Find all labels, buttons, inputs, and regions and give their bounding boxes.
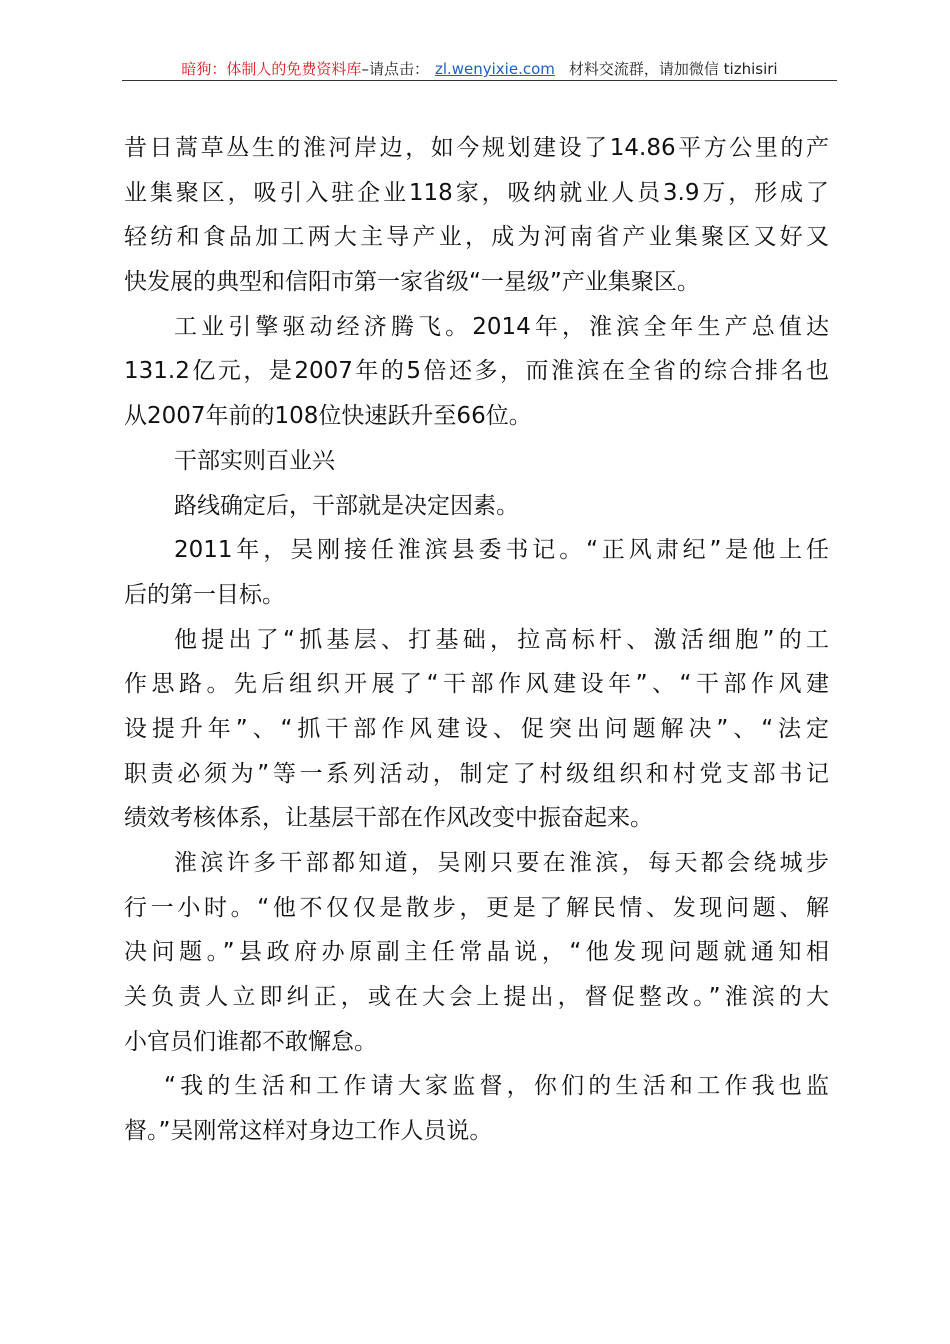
site-name: 暗狗：体制人的免费资料库 [181,60,362,78]
text-line: 后的第一目标。 [124,581,285,608]
text-line: 131.2亿元，是2007年的5倍还多，而淮滨在全省的综合排名也 [124,358,829,385]
text-line: 2011年，吴刚接任淮滨县委书记。“正风肃纪”是他上任 [174,537,829,564]
text-line: 快发展的典型和信阳市第一家省级“一星级”产业集聚区。 [124,269,700,296]
text-line: 关负责人立即纠正，或在大会上提出，督促整改。”淮滨的大 [124,984,829,1011]
text-line: 昔日蒿草丛生的淮河岸边，如今规划建设了14.86平方公里的产 [124,135,829,161]
link-prompt: –请点击： [361,60,429,78]
text-line: 工业引擎驱动经济腾飞。2014年，淮滨全年生产总值达 [174,313,829,340]
site-link[interactable]: zl.wenyixie.com [434,60,555,78]
text-line: 淮滨许多干部都知道，吴刚只要在淮滨，每天都会绕城步 [174,850,829,876]
text-line: 行一小时。“他不仅仅是散步，更是了解民情、发现问题、解 [124,894,829,921]
text-line: 督。”吴刚常这样对身边工作人员说。 [124,1118,493,1145]
section-heading: 干部实则百业兴 [174,447,335,474]
text-line: 作思路。先后组织开展了“干部作风建设年”、“干部作风建 [124,671,829,698]
text-line: 绩效考核体系，让基层干部在作风改变中振奋起来。 [124,805,653,832]
text-line: 小官员们谁都不敢懈怠。 [124,1028,377,1055]
text-line: 从2007年前的108位快速跃升至66位。 [124,403,532,430]
text-line: 他提出了“抓基层、打基础，拉高标杆、激活细胞”的工 [174,626,829,653]
text-line: 路线确定后，干部就是决定因素。 [174,492,519,519]
text-line: 设提升年”、“抓干部作风建设、促突出问题解决”、“法定 [124,715,829,742]
text-line: 决问题。”县政府办原副主任常晶说，“他发现问题就通知相 [124,939,829,966]
text-line: 职责必须为”等一系列活动，制定了村级组织和村党支部书记 [124,760,829,787]
text-line: “我的生活和工作请大家监督，你们的生活和工作我也监 [164,1073,829,1100]
page-header [122,58,837,81]
document-body [124,126,829,1154]
text-line: 轻纺和食品加工两大主导产业，成为河南省产业集聚区又好又 [124,224,829,251]
text-line: 业集聚区，吸引入驻企业118家，吸纳就业人员3.9万，形成了 [124,179,829,206]
contact-info: 材料交流群，请加微信 tizhisiri [568,60,778,78]
